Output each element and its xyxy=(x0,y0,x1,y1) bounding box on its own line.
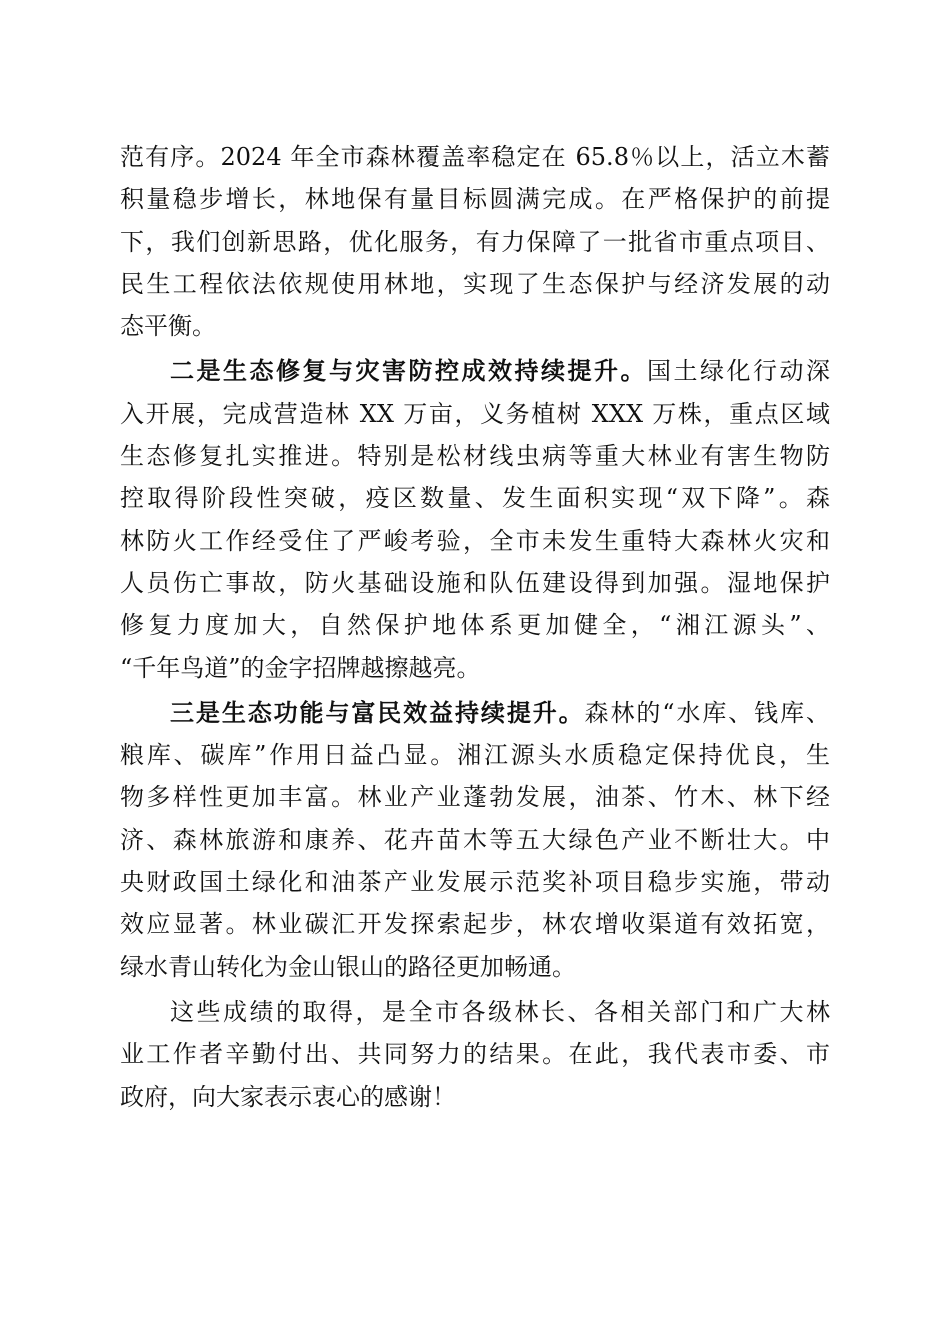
text-run: 森林的“水库、钱库、 xyxy=(584,698,830,727)
paragraph-ecological-function xyxy=(120,692,830,988)
text-line: 这些成绩的取得，是全市各级林长、各相关部门和广大林 xyxy=(170,997,830,1026)
text-run: 国土绿化行动深 xyxy=(647,357,830,386)
text-line: 修复力度加大，自然保护地体系更加健全，“湘江源头”、 xyxy=(120,611,830,640)
text-line: 入开展，完成营造林 XX 万亩，义务植树 XXX 万株，重点区域 xyxy=(120,399,830,428)
text-line: 济、森林旅游和康养、花卉苗木等五大绿色产业不断壮大。中 xyxy=(120,825,830,854)
text-line: 控取得阶段性突破，疫区数量、发生面积实现“双下降”。森 xyxy=(120,484,830,513)
text-line: 效应显著。林业碳汇开发探索起步，林农增收渠道有效拓宽， xyxy=(120,910,830,939)
text-line: “千年鸟道”的金字招牌越擦越亮。 xyxy=(120,653,481,682)
text-line: 政府，向大家表示衷心的感谢！ xyxy=(120,1082,456,1111)
paragraph-heading: 三是生态功能与富民效益持续提升。 xyxy=(170,697,585,727)
paragraph-ecological-restoration xyxy=(120,350,830,688)
text-line: 积量稳步增长，林地保有量目标圆满完成。在严格保护的前提 xyxy=(120,185,830,214)
text-line: 范有序。2024 年全市森林覆盖率稳定在 65.8％以上，活立木蓄 xyxy=(120,143,830,171)
paragraph-heading: 二是生态修复与灾害防控成效持续提升。 xyxy=(170,356,647,386)
text-line: 绿水青山转化为金山银山的路径更加畅通。 xyxy=(120,952,576,981)
text-line xyxy=(120,692,830,734)
text-line: 下，我们创新思路，优化服务，有力保障了一批省市重点项目、 xyxy=(120,227,830,256)
text-line: 林防火工作经受住了严峻考验，全市未发生重特大森林火灾和 xyxy=(120,526,830,555)
text-line: 业工作者辛勤付出、共同努力的结果。在此，我代表市委、市 xyxy=(120,1040,830,1069)
text-line: 物多样性更加丰富。林业产业蓬勃发展，油茶、竹木、林下经 xyxy=(120,783,830,812)
text-line: 民生工程依法依规使用林地，实现了生态保护与经济发展的动 xyxy=(120,269,830,298)
text-line: 人员伤亡事故，防火基础设施和队伍建设得到加强。湿地保护 xyxy=(120,568,830,597)
text-line: 央财政国土绿化和油茶产业发展示范奖补项目稳步实施，带动 xyxy=(120,868,830,897)
text-line xyxy=(120,350,830,392)
paragraph-acknowledgement xyxy=(120,991,830,1118)
text-line: 生态修复扎实推进。特别是松材线虫病等重大林业有害生物防 xyxy=(120,442,830,471)
text-line: 态平衡。 xyxy=(120,312,216,341)
document-body xyxy=(120,136,830,1118)
paragraph-forest-coverage xyxy=(120,136,830,347)
text-line: 粮库、碳库”作用日益凸显。湘江源头水质稳定保持优良，生 xyxy=(120,741,830,770)
